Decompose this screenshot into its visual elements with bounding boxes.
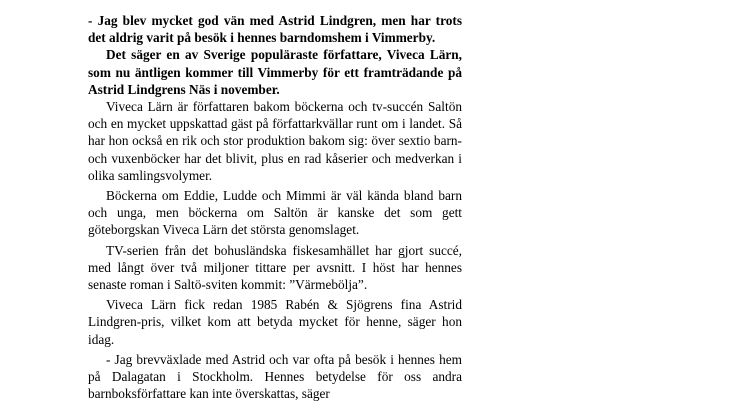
article-column xyxy=(88,12,462,402)
article-paragraph: TV-serien från det bohusländska fiskesamhället har gjort succé, med långt över två miljoner tittare per avsnitt. I höst har hennes senaste roman i Saltö-sviten kommit: ”Värmebölja”. xyxy=(88,242,462,293)
article-paragraph: - Jag brevväxlade med Astrid och var ofta på besök i hennes hem på Dalagatan i Stockholm. Hennes betydelse för oss andra barnboksförfattare kan inte överskattas, säger xyxy=(88,351,462,402)
article-intro: Det säger en av Sverige populäraste författare, Viveca Lärn, som nu äntligen kommer till Vimmerby för ett framträdande på Astrid Lindgrens Näs i november. xyxy=(88,47,462,97)
article-quote-lead: - Jag blev mycket god vän med Astrid Lindgren, men har trots det aldrig varit på besök i hennes barndomshem i Vimmerby. xyxy=(88,13,462,46)
article-paragraph: Viveca Lärn fick redan 1985 Rabén & Sjögrens fina Astrid Lindgren-pris, vilket kom att betyda mycket för henne, säger hon idag. xyxy=(88,297,462,347)
article-paragraph: Böckerna om Eddie, Ludde och Mimmi är väl kända bland barn och unga, men böckerna om Saltön är kanske det som gett göteborgskan Viveca Lärn det största genomslaget. xyxy=(88,188,462,238)
article-paragraph: Viveca Lärn är författaren bakom böckerna och tv-succén Saltön och en mycket uppskattad gäst på författarkvällar runt om i landet. Så har hon också en rik och stor produktion bakom sig: över sextio barn- och vuxenböcker har det blivit, plus en rad kåserier och medverkan i olika samlingsvolymer. xyxy=(88,99,462,183)
